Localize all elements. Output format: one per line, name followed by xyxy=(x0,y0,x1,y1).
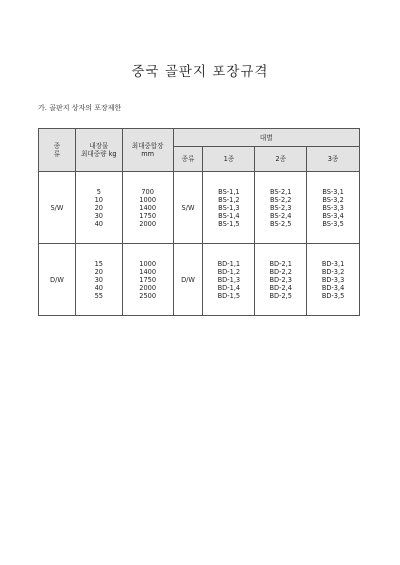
packaging-spec-table xyxy=(38,128,360,316)
table-row xyxy=(39,172,360,244)
document-title: 중국 골판지 포장규격 xyxy=(131,64,269,80)
row-grade-2: BS-2,1 BS-2,2 BS-2,3 BS-2,4 BS-2,5 xyxy=(255,172,307,244)
row-weights: 15 20 30 40 55 xyxy=(75,244,122,316)
row-weights: 5 10 20 30 40 xyxy=(75,172,122,244)
header-stack-height: 최대중합장 mm xyxy=(122,129,173,172)
row-type: D/W xyxy=(39,244,76,316)
section-heading: 가. 골판지 상자의 포장제한 xyxy=(38,104,122,112)
row-type: S/W xyxy=(39,172,76,244)
header-grade-type: 종류 xyxy=(173,147,203,172)
row-kind: D/W xyxy=(173,244,203,316)
row-grade-3: BS-3,1 BS-3,2 BS-3,3 BS-3,4 BS-3,5 xyxy=(307,172,360,244)
header-content-weight: 내장물 최대중량 kg xyxy=(75,129,122,172)
row-heights: 1000 1400 1750 2000 2500 xyxy=(122,244,173,316)
header-grade-1: 1종 xyxy=(203,147,255,172)
row-grade-3: BD-3,1 BD-3,2 BD-3,3 BD-3,4 BD-3,5 xyxy=(307,244,360,316)
row-grade-1: BS-1,1 BS-1,2 BS-1,3 BS-1,4 BS-1,5 xyxy=(203,172,255,244)
header-grade-2: 2종 xyxy=(255,147,307,172)
row-kind: S/W xyxy=(173,172,203,244)
header-grade-3: 3종 xyxy=(307,147,360,172)
header-type: 종 류 xyxy=(39,129,76,172)
row-grade-2: BD-2,1 BD-2,2 BD-2,3 BD-2,4 BD-2,5 xyxy=(255,244,307,316)
header-grade: 대별 xyxy=(173,129,359,147)
table-row xyxy=(39,244,360,316)
row-grade-1: BD-1,1 BD-1,2 BD-1,3 BD-1,4 BD-1,5 xyxy=(203,244,255,316)
row-heights: 700 1000 1400 1750 2000 xyxy=(122,172,173,244)
